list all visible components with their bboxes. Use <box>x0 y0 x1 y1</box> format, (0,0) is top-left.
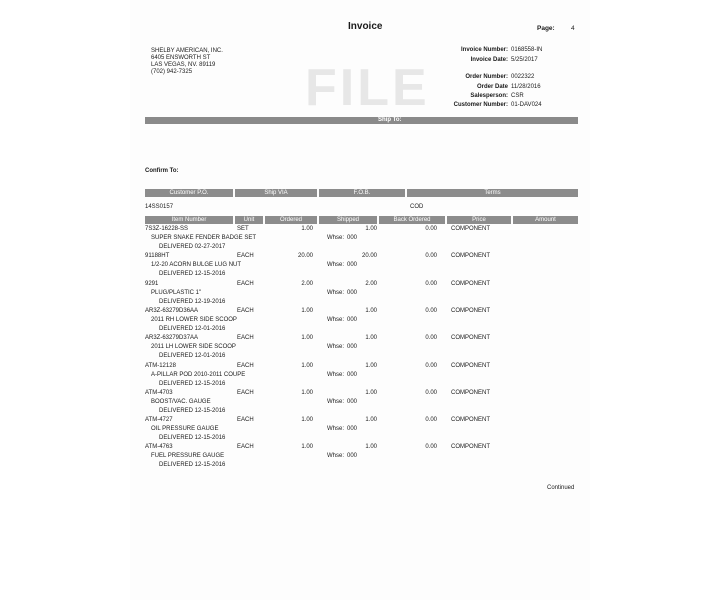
page-title: Invoice <box>348 21 383 32</box>
ship-to-label: Ship To: <box>378 117 402 123</box>
whse-value: 000 <box>347 426 358 433</box>
item-number: AR3Z-63279D37AA <box>145 335 199 342</box>
terms-value: COD <box>410 204 424 210</box>
item-number: 7S3Z-16228-SS <box>145 226 189 232</box>
whse-label: Whse: <box>327 426 345 433</box>
item-back-ordered: 0.00 <box>425 362 437 369</box>
fob-header: F.O.B. <box>319 189 405 197</box>
amount-header: Amount <box>513 216 578 224</box>
delivered-date: DELIVERED 12-15-2016 <box>159 462 226 469</box>
item-number: 9291 <box>145 280 159 287</box>
item-price: COMPONENT <box>451 389 490 396</box>
continued-note: Continued <box>547 485 575 491</box>
item-unit: EACH <box>237 335 254 342</box>
item-shipped: 2.00 <box>365 280 377 287</box>
delivered-date: DELIVERED 12-15-2016 <box>159 407 226 414</box>
item-number: ATM-4727 <box>145 417 173 424</box>
order-number-label: Order Number: <box>465 74 508 80</box>
item-unit: EACH <box>237 444 254 451</box>
item-description: PLUG/PLASTIC 1" <box>151 289 202 296</box>
item-shipped: 1.00 <box>365 389 377 396</box>
vendor-street: 6405 ENSWORTH ST <box>151 55 211 61</box>
item-shipped: 1.00 <box>365 362 377 369</box>
item-description: BOOST/VAC. GAUGE <box>151 398 211 405</box>
order-number: 0022322 <box>511 74 535 80</box>
item-back-ordered: 0.00 <box>425 417 437 424</box>
customer-po-value: 14SS0157 <box>145 204 174 210</box>
salesperson-label: Salesperson: <box>470 93 508 99</box>
item-price: COMPONENT <box>451 307 490 314</box>
order-date-label: Order Date <box>476 84 508 90</box>
salesperson: CSR <box>511 93 524 99</box>
item-back-ordered: 0.00 <box>425 335 437 342</box>
item-description: A-PILLAR POD 2010-2011 COUPE <box>151 371 246 378</box>
item-ordered: 1.00 <box>301 226 313 232</box>
invoice-number-label: Invoice Number: <box>460 47 508 53</box>
item-unit: EACH <box>237 253 254 260</box>
whse-value: 000 <box>347 235 358 241</box>
item-description: 2011 LH LOWER SIDE SCOOP <box>151 344 236 351</box>
price-header: Price <box>447 216 511 224</box>
whse-value: 000 <box>347 262 358 269</box>
vendor-city: LAS VEGAS, NV. 89119 <box>151 62 216 68</box>
item-unit: EACH <box>237 417 254 424</box>
order-date: 11/28/2016 <box>511 84 541 90</box>
item-description: FUEL PRESSURE GAUGE <box>151 453 225 460</box>
item-description: SUPER SNAKE FENDER BADGE SET <box>151 235 257 241</box>
invoice-number: 0168558-IN <box>511 47 543 53</box>
invoice-date: 5/25/2017 <box>511 57 538 63</box>
item-price: COMPONENT <box>451 444 490 451</box>
whse-label: Whse: <box>327 453 345 460</box>
item-back-ordered: 0.00 <box>425 444 437 451</box>
item-shipped: 1.00 <box>365 307 377 314</box>
item-ordered: 1.00 <box>301 417 313 424</box>
terms-header: Terms <box>407 189 578 197</box>
item-number-header: Item Number <box>145 216 233 224</box>
whse-label: Whse: <box>327 235 345 241</box>
item-back-ordered: 0.00 <box>425 253 437 260</box>
customer-po-header: Customer P.O. <box>145 189 233 197</box>
delivered-date: DELIVERED 12-19-2016 <box>159 298 226 305</box>
invoice-date-label: Invoice Date: <box>470 57 508 63</box>
item-number: ATM-12128 <box>145 362 176 369</box>
delivered-date: DELIVERED 12-01-2016 <box>159 325 226 332</box>
item-price: COMPONENT <box>451 335 490 342</box>
item-ordered: 1.00 <box>301 389 313 396</box>
confirm-to-label: Confirm To: <box>145 168 179 174</box>
item-number: ATM-4763 <box>145 444 173 451</box>
delivered-date: DELIVERED 02-27-2017 <box>159 244 226 250</box>
ordered-header: Ordered <box>265 216 317 224</box>
item-number: 91188HT <box>145 253 170 260</box>
delivered-date: DELIVERED 12-15-2016 <box>159 271 226 278</box>
item-description: 1/2-20 ACORN BULGE LUG NUT <box>151 262 242 269</box>
item-price: COMPONENT <box>451 280 490 287</box>
item-number: AR3Z-63279D36AA <box>145 307 199 314</box>
ship-to-bar <box>145 117 578 124</box>
whse-label: Whse: <box>327 316 345 323</box>
item-unit: EACH <box>237 389 254 396</box>
item-shipped: 1.00 <box>365 335 377 342</box>
whse-label: Whse: <box>327 289 345 296</box>
item-unit: EACH <box>237 280 254 287</box>
whse-value: 000 <box>347 316 358 323</box>
whse-value: 000 <box>347 398 358 405</box>
whse-value: 000 <box>347 344 358 351</box>
back-ordered-header: Back Ordered <box>379 216 445 224</box>
whse-label: Whse: <box>327 344 345 351</box>
whse-label: Whse: <box>327 398 345 405</box>
vendor-phone: (702) 942-7325 <box>151 69 193 75</box>
item-ordered: 1.00 <box>301 444 313 451</box>
item-price: COMPONENT <box>451 362 490 369</box>
vendor-name: SHELBY AMERICAN, INC. <box>151 48 223 54</box>
item-price: COMPONENT <box>451 253 490 260</box>
item-ordered: 20.00 <box>297 253 313 260</box>
delivered-date: DELIVERED 12-15-2016 <box>159 380 226 387</box>
item-number: ATM-4703 <box>145 389 173 396</box>
item-price: COMPONENT <box>451 417 490 424</box>
whse-value: 000 <box>347 371 358 378</box>
item-unit: EACH <box>237 307 254 314</box>
item-description: OIL PRESSURE GAUGE <box>151 426 219 433</box>
item-price: COMPONENT <box>451 226 490 232</box>
item-ordered: 1.00 <box>301 307 313 314</box>
item-ordered: 2.00 <box>301 280 313 287</box>
whse-label: Whse: <box>327 371 345 378</box>
item-back-ordered: 0.00 <box>425 389 437 396</box>
item-unit: EACH <box>237 362 254 369</box>
page-label: Page: <box>537 25 555 32</box>
item-back-ordered: 0.00 <box>425 307 437 314</box>
file-watermark: FILE <box>305 59 430 117</box>
item-shipped: 1.00 <box>365 417 377 424</box>
item-shipped: 1.00 <box>365 226 377 232</box>
unit-header: Unit <box>235 216 263 224</box>
shipped-header: Shipped <box>319 216 377 224</box>
page-number: 4 <box>571 25 575 32</box>
item-ordered: 1.00 <box>301 335 313 342</box>
item-back-ordered: 0.00 <box>425 226 437 232</box>
delivered-date: DELIVERED 12-01-2016 <box>159 353 226 360</box>
item-shipped: 20.00 <box>361 253 377 260</box>
item-description: 2011 RH LOWER SIDE SCOOP <box>151 316 237 323</box>
whse-label: Whse: <box>327 262 345 269</box>
ship-via-header: Ship VIA <box>235 189 317 197</box>
customer-number-label: Customer Number: <box>453 102 508 108</box>
item-back-ordered: 0.00 <box>425 280 437 287</box>
whse-value: 000 <box>347 289 358 296</box>
whse-value: 000 <box>347 453 358 460</box>
item-shipped: 1.00 <box>365 444 377 451</box>
delivered-date: DELIVERED 12-15-2016 <box>159 435 226 442</box>
customer-number: 01-DAV024 <box>511 102 542 108</box>
item-unit: SET <box>237 226 249 232</box>
item-ordered: 1.00 <box>301 362 313 369</box>
